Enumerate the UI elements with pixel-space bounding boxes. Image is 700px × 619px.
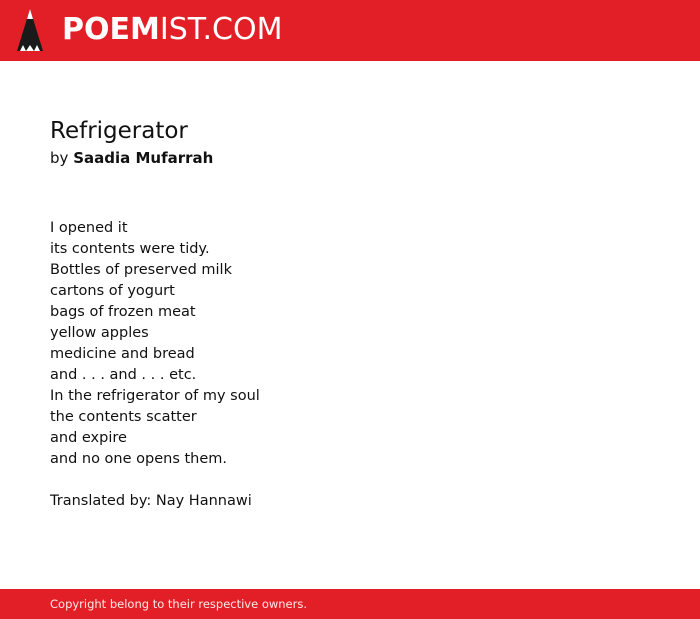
poem-line: bags of frozen meat: [50, 304, 196, 320]
logo-light-text: IST.COM: [159, 12, 283, 47]
site-footer: [0, 589, 700, 619]
site-logo: [62, 10, 282, 50]
poem-line: medicine and bread: [50, 346, 195, 362]
poem-line: yellow apples: [50, 325, 149, 341]
poem-line: cartons of yogurt: [50, 283, 175, 299]
copyright-notice: Copyright belong to their respective owners.: [50, 597, 308, 611]
site-header: [0, 0, 700, 61]
poem-line: In the refrigerator of my soul: [50, 388, 260, 404]
logo-strong-text: POEM: [62, 12, 160, 47]
poem-line: its contents were tidy.: [50, 241, 210, 257]
poem-content: [50, 116, 650, 512]
poem-line: Bottles of preserved milk: [50, 262, 232, 278]
poem-line: and expire: [50, 430, 127, 446]
translator-credit: Translated by: Nay Hannawi: [50, 493, 252, 509]
poem-line: I opened it: [50, 220, 128, 236]
poem-line: and . . . and . . . etc.: [50, 367, 197, 383]
poem-line: and no one opens them.: [50, 451, 228, 467]
author-name: Saadia Mufarrah: [73, 149, 214, 167]
poem-line: the contents scatter: [50, 409, 197, 425]
byline: [50, 148, 650, 168]
poem-body: [50, 218, 650, 470]
pencil-icon: [17, 9, 43, 51]
poem-title: Refrigerator: [50, 118, 188, 144]
by-label: by: [50, 149, 69, 167]
